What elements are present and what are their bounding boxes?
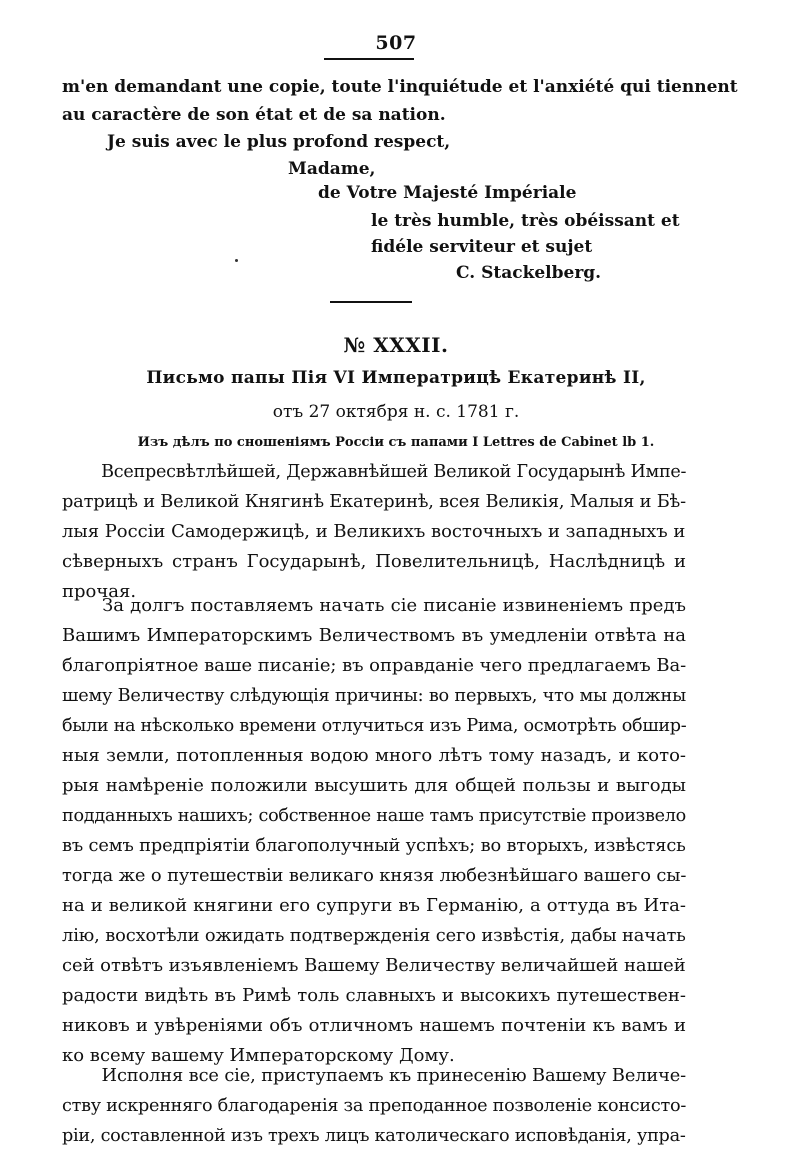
- paragraph-line: лію, восхотѣли ожидать подтвержденія сего извѣстія, дабы начать: [62, 925, 686, 946]
- paragraph-line: шему Величеству слѣдующія причины: во первыхъ, что мы должны: [62, 685, 686, 706]
- paragraph-line: тогда же о путешествіи великаго князя любезнѣйшаго вашего сы-: [62, 865, 687, 886]
- paragraph-line: радости видѣть въ Римѣ толь славныхъ и высокихъ путешествен-: [62, 985, 686, 1006]
- paragraph-line: на и великой княгини его супруги въ Германію, а оттуда въ Ита-: [62, 895, 686, 916]
- print-speck: [235, 259, 238, 262]
- paragraph-line: рыя намѣреніе положили высушить для общей пользы и выгоды: [62, 775, 686, 796]
- paragraph-line: были на нѣсколько времени отлучиться изъ Рима, осмотрѣть обшир-: [62, 715, 687, 736]
- closing-servant: fidéle serviteur et sujet: [371, 237, 593, 257]
- document-title: Письмо папы Пія VI Императрицѣ Екатеринѣ II,: [146, 368, 646, 388]
- document-number: № XXXII.: [343, 333, 449, 357]
- paragraph-line: ратрицѣ и Великой Княгинѣ Екатеринѣ, всея Великія, Малыя и Бѣ-: [62, 491, 686, 512]
- paragraph-line: лыя Россіи Самодержицѣ, и Великихъ восточныхъ и западныхъ и: [62, 521, 686, 542]
- paragraph-line: ріи, составленной изъ трехъ лицъ католическаго исповѣданія, упра-: [62, 1125, 686, 1146]
- closing-line-1: m'en demandant une copie, toute l'inquiétude et l'anxiété qui tiennent: [62, 77, 738, 97]
- paragraph-line: сей отвѣтъ изъявленіемъ Вашему Величеству величайшей нашей: [62, 955, 686, 976]
- paragraph-line: никовъ и увѣреніями объ отличномъ нашемъ почтеніи къ вамъ и: [62, 1015, 686, 1036]
- paragraph-line: ныя земли, потопленныя водою много лѣтъ тому назадъ, и кото-: [62, 745, 686, 766]
- page-number: 507: [375, 32, 417, 54]
- paragraph-line: Всепресвѣтлѣйшей, Державнѣйшей Великой Государынѣ Импе-: [101, 461, 687, 482]
- paragraph-line: За долгъ поставляемъ начать сіе писаніе извиненіемъ предъ: [102, 595, 686, 616]
- paragraph-1: [62, 457, 686, 607]
- paragraph-line: подданныхъ нашихъ; собственное наше тамъ присутствіе произвело: [62, 805, 687, 826]
- paragraph-2: [62, 591, 686, 1071]
- paragraph-3: [62, 1061, 686, 1151]
- paragraph-line: Исполня все сіе, приступаемъ къ принесенію Вашему Величе-: [101, 1065, 687, 1086]
- document-source: Изъ дѣлъ по сношеніямъ Россіи съ папами I Lettres de Cabinet lb 1.: [137, 435, 655, 450]
- closing-madame: Madame,: [288, 159, 376, 179]
- document-date: отъ 27 октября н. с. 1781 г.: [272, 402, 520, 422]
- paragraph-line: сѣверныхъ странъ Государынѣ, Повелительницѣ, Наслѣдницѣ и: [62, 551, 686, 572]
- paragraph-line: ству искренняго благодаренія за преподанное позволеніе консисто-: [62, 1095, 687, 1116]
- page-number-underline: [324, 58, 414, 60]
- section-separator: [330, 301, 412, 303]
- paragraph-line: ко всему вашему Императорскому Дому.: [62, 1045, 455, 1066]
- closing-salutation: Je suis avec le plus profond respect,: [107, 132, 451, 152]
- paragraph-line: Вашимъ Императорскимъ Величествомъ въ умедленіи отвѣта на: [62, 625, 686, 646]
- paragraph-line: благопріятное ваше писаніе; въ оправданіе чего предлагаемъ Ва-: [62, 655, 687, 676]
- paragraph-line: прочая.: [62, 581, 137, 602]
- paragraph-line: въ семъ предпріятіи благополучный успѣхъ; во вторыхъ, извѣстясь: [62, 835, 686, 856]
- closing-humble: le très humble, très obéissant et: [371, 211, 680, 231]
- closing-line-2: au caractère de son état et de sa nation.: [62, 105, 446, 125]
- closing-majesty: de Votre Majesté Impériale: [318, 183, 577, 203]
- closing-signature: C. Stackelberg.: [456, 263, 602, 283]
